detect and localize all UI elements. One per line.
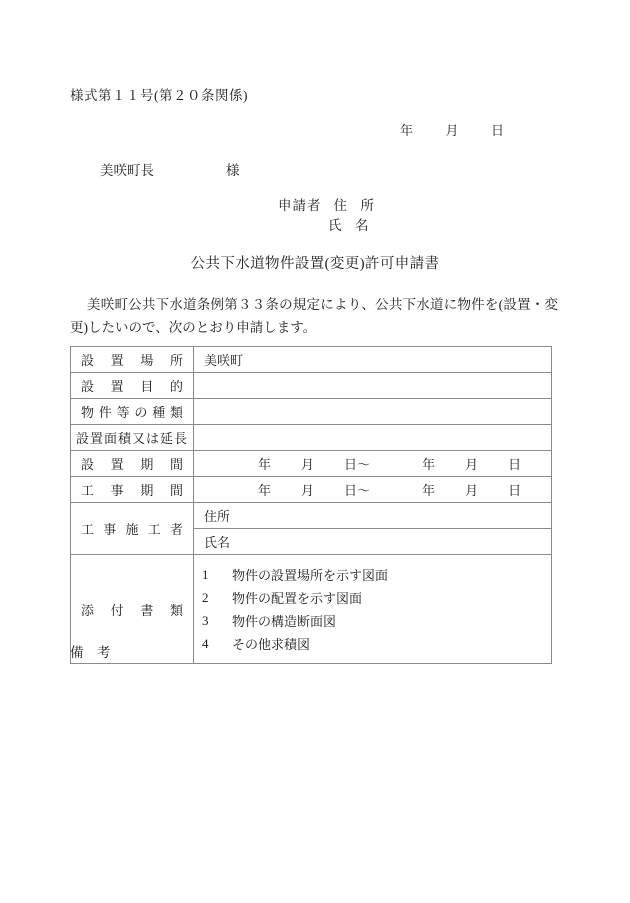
period-start-year-label: 年 — [258, 483, 272, 498]
date-day-label: 日 — [491, 123, 505, 138]
table-row — [71, 503, 552, 555]
label-char: 類 — [169, 602, 183, 618]
body-text — [70, 293, 558, 339]
label-char: 書 — [140, 602, 154, 618]
page-title: 公共下水道物件設置(変更)許可申請書 — [190, 256, 440, 272]
table-row — [71, 373, 552, 399]
table-row — [71, 451, 552, 477]
application-table — [70, 346, 552, 664]
table-row — [71, 347, 552, 373]
attachment-number: 2 — [202, 589, 209, 605]
period-end-month-label: 月 — [465, 457, 479, 472]
label-char: 期 — [140, 457, 154, 472]
row-label-installation-period — [71, 451, 194, 477]
period-end-day-label: 日 — [508, 457, 522, 472]
label-char: 物 — [81, 405, 95, 420]
applicant-address-label: 住 所 — [333, 198, 374, 213]
label-char: 施 — [125, 522, 139, 537]
attachment-text: その他求積図 — [232, 637, 311, 652]
label-char: 等 — [116, 405, 130, 420]
label-char: 期 — [140, 483, 154, 498]
date-month-label: 月 — [445, 123, 459, 138]
row-label-object-type — [71, 399, 194, 425]
remark-label: 備 考 — [70, 645, 111, 660]
attachments-cell — [194, 555, 552, 664]
label-char: 事 — [110, 483, 124, 498]
contractor-name-label[interactable]: 氏名 — [204, 535, 231, 550]
label-char: 置 — [110, 353, 124, 368]
label-char: 設 — [81, 353, 95, 368]
period-end-year-label: 年 — [422, 457, 436, 472]
applicant-name-row — [278, 216, 374, 236]
attachment-text: 物件の配置を示す図面 — [232, 591, 363, 606]
date-year-label: 年 — [400, 123, 414, 138]
label-char: 設 — [81, 457, 95, 472]
attachment-text: 物件の構造断面図 — [232, 614, 337, 629]
addressee-name: 美咲町長 — [100, 163, 154, 178]
attachment-number: 3 — [202, 612, 209, 628]
attachment-text: 物件の設置場所を示す図面 — [232, 568, 389, 583]
label-char: 的 — [169, 379, 183, 394]
label-char: 所 — [169, 353, 183, 368]
contractor-subtable-cell — [194, 503, 552, 555]
period-end-day-label: 日 — [508, 483, 522, 498]
label-char: 件 — [98, 405, 112, 420]
body-line-1: 美咲町公共下水道条例第３３条の規定により、公共下水道に物件を(設置・変 — [87, 297, 558, 312]
label-char: 者 — [169, 522, 183, 537]
label-char: 工 — [81, 522, 95, 537]
row-value-installation-period[interactable] — [194, 451, 552, 477]
row-value-area-or-length[interactable] — [194, 425, 552, 451]
label-char: 間 — [169, 457, 183, 472]
period-start-day-label: 日〜 — [344, 457, 371, 472]
period-start-year-label: 年 — [258, 457, 272, 472]
label-char: 工 — [81, 483, 95, 498]
row-value-installation-purpose[interactable] — [194, 373, 552, 399]
row-value-construction-period[interactable] — [194, 477, 552, 503]
row-label-area-or-length: 設置面積又は延長 — [71, 425, 194, 451]
applicant-name-label: 氏 名 — [328, 218, 369, 233]
list-item — [202, 609, 551, 632]
period-end-year-label: 年 — [422, 483, 436, 498]
row-label-contractor — [71, 503, 194, 555]
label-char: 設 — [81, 379, 95, 394]
attachment-list — [194, 555, 551, 663]
row-label-construction-period — [71, 477, 194, 503]
period-start-month-label: 月 — [301, 483, 315, 498]
label-char: 事 — [103, 522, 117, 537]
table-row — [71, 477, 552, 503]
table-row — [194, 503, 551, 529]
table-row — [194, 529, 551, 555]
label-char: の — [134, 405, 148, 420]
attachment-number: 4 — [202, 635, 209, 651]
row-value-object-type[interactable] — [194, 399, 552, 425]
addressee-honorific: 様 — [226, 163, 240, 178]
label-char: 付 — [110, 602, 124, 618]
contractor-subtable — [194, 503, 551, 554]
table-row — [71, 399, 552, 425]
list-item — [202, 563, 551, 586]
form-number: 様式第１１号(第２０条関係) — [70, 88, 248, 103]
applicant-block — [278, 196, 374, 236]
table-row — [71, 425, 552, 451]
label-char: 類 — [169, 405, 183, 420]
row-label-installation-site — [71, 347, 194, 373]
list-item — [202, 632, 551, 655]
period-start-day-label: 日〜 — [344, 483, 371, 498]
applicant-address-row — [278, 196, 374, 216]
period-start-month-label: 月 — [301, 457, 315, 472]
label-char: 場 — [140, 353, 154, 368]
label-char: 間 — [169, 483, 183, 498]
label-char: 置 — [110, 379, 124, 394]
contractor-address-label[interactable]: 住所 — [194, 503, 551, 529]
applicant-label: 申請者 — [278, 198, 322, 213]
row-label-installation-purpose — [71, 373, 194, 399]
period-end-month-label: 月 — [465, 483, 479, 498]
list-item — [202, 586, 551, 609]
table-row — [71, 555, 552, 664]
label-char: 工 — [147, 522, 161, 537]
label-char: 目 — [140, 379, 154, 394]
attachment-number: 1 — [202, 566, 209, 582]
row-value-installation-site[interactable]: 美咲町 — [194, 347, 552, 373]
label-char: 添 — [81, 602, 95, 618]
addressee — [100, 159, 240, 179]
label-char: 種 — [152, 405, 166, 420]
label-char: 置 — [110, 457, 124, 472]
date-line — [400, 120, 504, 139]
body-line-2: 更)したいので、次のとおり申請します。 — [70, 320, 317, 335]
